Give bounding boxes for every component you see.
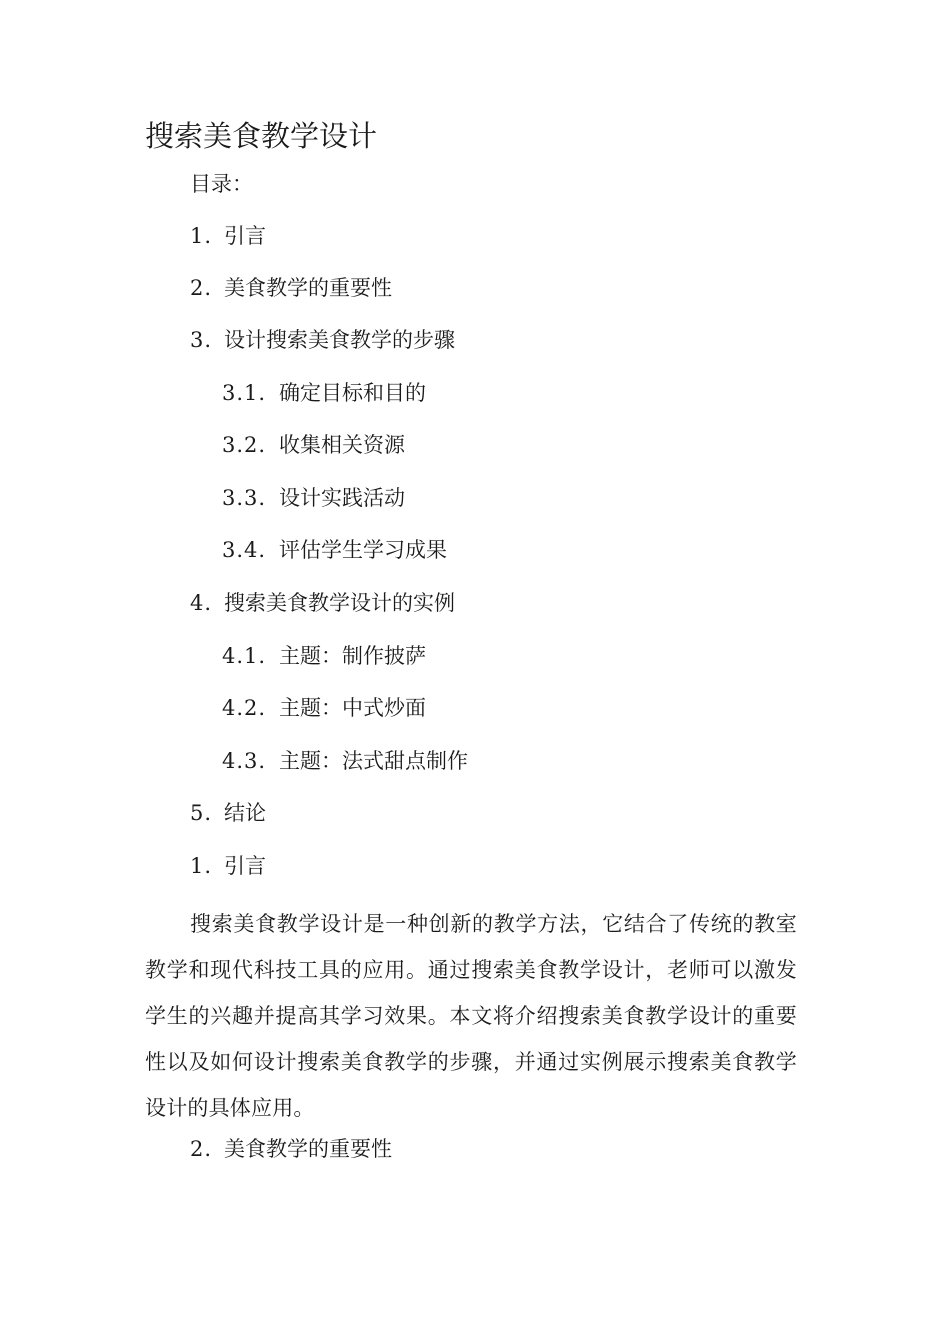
section-heading-intro [190,851,266,881]
toc-item-number: 3.4. [222,538,267,562]
toc-item [190,325,455,355]
toc-item-number: 3.1. [222,381,267,405]
toc-subitem [222,378,426,408]
toc-item-number: 4.3. [222,749,267,773]
toc-item [190,273,392,303]
toc-item-text: 引言 [224,224,266,248]
toc-item-text: 主题：制作披萨 [279,644,426,668]
section-heading-importance [190,1134,392,1164]
section-heading-text: 引言 [224,854,266,878]
toc-item-number: 4. [190,591,213,615]
toc-subitem [222,535,447,565]
section-number: 2. [190,1137,213,1161]
toc-subitem [222,641,426,671]
toc-item-text: 确定目标和目的 [279,381,426,405]
toc-item-text: 评估学生学习成果 [279,538,447,562]
toc-item-text: 设计搜索美食教学的步骤 [224,328,455,352]
toc-item [190,221,266,251]
toc-item-text: 设计实践活动 [279,486,405,510]
document-title: 搜索美食教学设计 [145,119,378,153]
toc-subitem [222,693,426,723]
intro-paragraph: 搜索美食教学设计是一种创新的教学方法，它结合了传统的教室教学和现代科技工具的应用。通过搜索美食教学设计，老师可以激发学生的兴趣并提高其学习效果。本文将介绍搜索美食教学设计的重要性以及如何设计搜索美食教学的步骤，并通过实例展示搜索美食教学设计的具体应用。 [145,912,797,1120]
toc-item-number: 4.1. [222,644,267,668]
toc-item-number: 4.2. [222,696,267,720]
toc-subitem [222,483,405,513]
toc-item-text: 主题：法式甜点制作 [279,749,468,773]
toc-item-text: 结论 [224,801,266,825]
toc-item [190,588,455,618]
toc-item-text: 收集相关资源 [279,433,405,457]
toc-item-number: 3.2. [222,433,267,457]
toc-item-number: 2. [190,276,213,300]
toc-subitem [222,746,468,776]
section-heading-text: 美食教学的重要性 [224,1137,392,1161]
toc-item-number: 3.3. [222,486,267,510]
toc-item-text: 美食教学的重要性 [224,276,392,300]
toc-item-number: 5. [190,801,213,825]
toc-subitem [222,430,405,460]
toc-item-number: 1. [190,224,213,248]
section-number: 1. [190,854,213,878]
toc-item-number: 3. [190,328,213,352]
toc-item [190,798,266,828]
toc-label: 目录： [190,172,253,196]
toc-item-text: 主题：中式炒面 [279,696,426,720]
toc-item-text: 搜索美食教学设计的实例 [224,591,455,615]
